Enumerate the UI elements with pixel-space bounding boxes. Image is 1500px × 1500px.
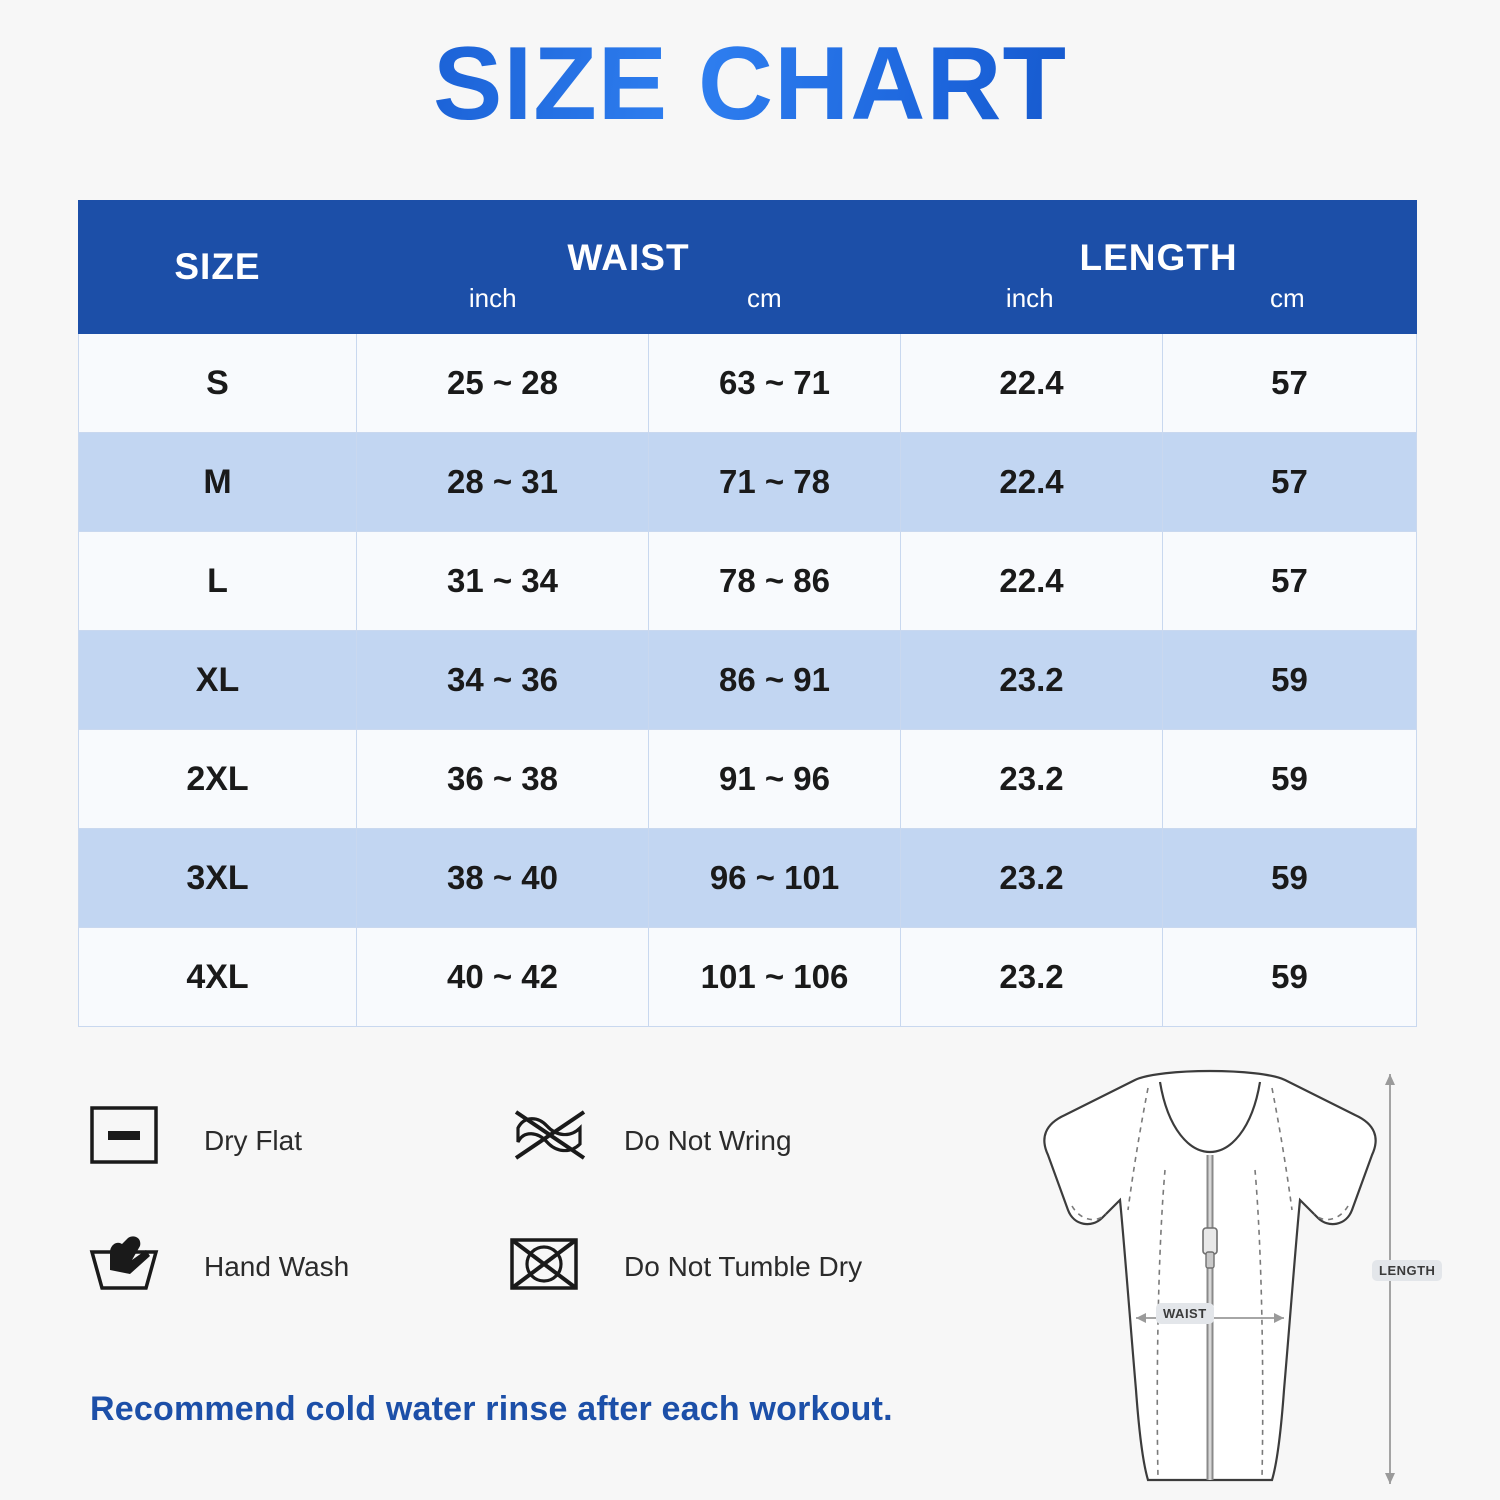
table-body (79, 334, 1417, 1027)
cell-length-inch: 23.2 (901, 631, 1163, 730)
cell-waist-cm: 63 ~ 71 (649, 334, 901, 433)
header-length-unit-cm: cm (1269, 282, 1305, 313)
length-measure-tag: LENGTH (1372, 1260, 1442, 1281)
table-row (79, 829, 1417, 928)
cell-length-cm: 59 (1163, 631, 1417, 730)
cell-length-cm: 57 (1163, 532, 1417, 631)
cell-length-inch: 23.2 (901, 730, 1163, 829)
cell-waist-inch: 31 ~ 34 (357, 532, 649, 631)
table-row (79, 334, 1417, 433)
care-row-2 (84, 1226, 984, 1308)
size-table (78, 200, 1417, 1027)
cell-waist-inch: 28 ~ 31 (357, 433, 649, 532)
header-waist-group (357, 201, 901, 334)
cell-size: 4XL (79, 928, 357, 1027)
cell-length-cm: 59 (1163, 928, 1417, 1027)
cell-length-cm: 57 (1163, 433, 1417, 532)
cell-length-inch: 22.4 (901, 532, 1163, 631)
care-label: Do Not Wring (624, 1125, 792, 1156)
cell-length-cm: 59 (1163, 730, 1417, 829)
table-row (79, 631, 1417, 730)
cell-waist-inch: 40 ~ 42 (357, 928, 649, 1027)
header-length-unit-inch: inch (1005, 282, 1054, 313)
care-label: Dry Flat (204, 1125, 302, 1156)
cell-waist-cm: 78 ~ 86 (649, 532, 901, 631)
cell-length-cm: 57 (1163, 334, 1417, 433)
cell-waist-inch: 36 ~ 38 (357, 730, 649, 829)
care-item-dry-flat (84, 1100, 504, 1182)
cell-waist-inch: 25 ~ 28 (357, 334, 649, 433)
table-row (79, 928, 1417, 1027)
header-length-group (901, 201, 1417, 334)
cell-size: 3XL (79, 829, 357, 928)
do-not-wring-icon (504, 1100, 596, 1182)
table-row (79, 433, 1417, 532)
care-note: Recommend cold water rinse after each workout. (90, 1390, 893, 1428)
cell-length-inch: 22.4 (901, 433, 1163, 532)
cell-waist-cm: 101 ~ 106 (649, 928, 901, 1027)
cell-waist-inch: 34 ~ 36 (357, 631, 649, 730)
cell-waist-cm: 71 ~ 78 (649, 433, 901, 532)
header-waist-unit-cm: cm (746, 282, 782, 313)
header-size: SIZE (79, 201, 357, 334)
cell-size: M (79, 433, 357, 532)
hand-wash-icon (84, 1226, 176, 1308)
table-row (79, 730, 1417, 829)
do-not-tumble-dry-icon (504, 1226, 596, 1308)
cell-length-cm: 59 (1163, 829, 1417, 928)
cell-size: S (79, 334, 357, 433)
cell-length-inch: 22.4 (901, 334, 1163, 433)
page-title: SIZE CHART (0, 22, 1500, 147)
table-row (79, 532, 1417, 631)
waist-measure-tag: WAIST (1156, 1303, 1214, 1324)
dry-flat-icon (84, 1100, 176, 1182)
header-waist-unit-inch: inch (468, 282, 517, 313)
care-label: Do Not Tumble Dry (624, 1251, 863, 1282)
garment-diagram (960, 1060, 1460, 1490)
size-table-container (78, 200, 1416, 1027)
cell-size: 2XL (79, 730, 357, 829)
care-item-do-not-wring (504, 1100, 924, 1182)
cell-waist-cm: 86 ~ 91 (649, 631, 901, 730)
cell-length-inch: 23.2 (901, 928, 1163, 1027)
care-item-do-not-tumble-dry (504, 1226, 924, 1308)
cell-waist-inch: 38 ~ 40 (357, 829, 649, 928)
table-header (79, 201, 1417, 334)
care-label: Hand Wash (204, 1251, 350, 1282)
cell-waist-cm: 91 ~ 96 (649, 730, 901, 829)
header-length-title: LENGTH (1079, 236, 1238, 278)
header-waist-title: WAIST (567, 236, 690, 278)
cell-waist-cm: 96 ~ 101 (649, 829, 901, 928)
cell-size: L (79, 532, 357, 631)
care-instructions (84, 1100, 984, 1352)
cell-size: XL (79, 631, 357, 730)
cell-length-inch: 23.2 (901, 829, 1163, 928)
care-row-1 (84, 1100, 984, 1182)
care-item-hand-wash (84, 1226, 504, 1308)
